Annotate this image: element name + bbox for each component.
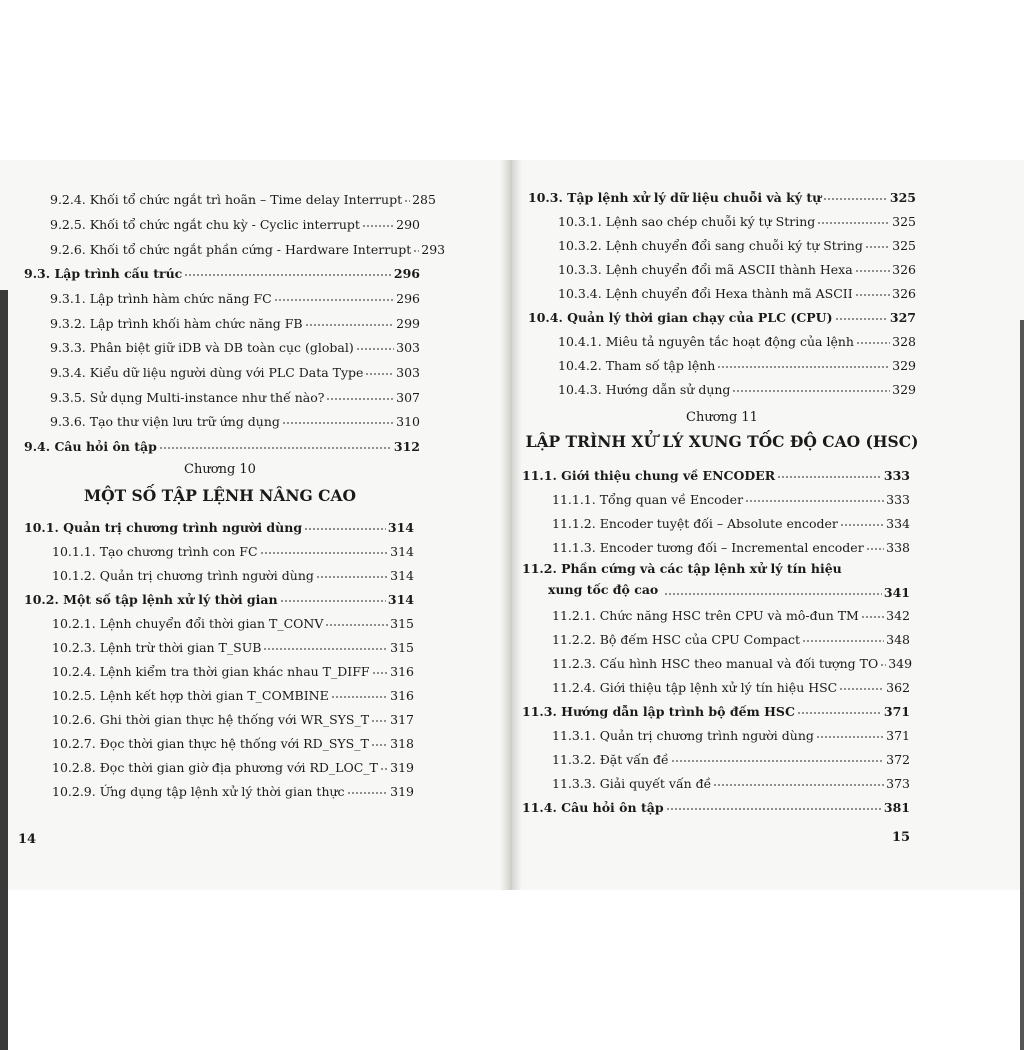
dot-leader: [777, 465, 882, 479]
toc-entry-label: 10.2. Một số tập lệnh xử lý thời gian: [24, 592, 278, 607]
toc-entry: [52, 710, 414, 732]
toc-entry-page: 318: [390, 736, 414, 751]
toc-entry: [24, 518, 414, 540]
dot-leader: [362, 214, 394, 228]
toc-entry-page: 325: [889, 190, 916, 205]
toc-entry-label: 10.3.1. Lệnh sao chép chuỗi ký tự String: [558, 214, 816, 229]
toc-entry: [552, 678, 910, 700]
toc-entry-page: 338: [886, 540, 910, 555]
toc-entry-label: 10.2.1. Lệnh chuyển đổi thời gian T_CONV: [52, 616, 324, 631]
toc-entry-page: 319: [390, 760, 414, 775]
book-gutter: [500, 160, 522, 890]
dot-leader: [274, 288, 394, 302]
toc-entry-page: 303: [396, 340, 420, 355]
dot-leader: [413, 239, 419, 253]
toc-entry-label: 9.3.6. Tạo thư viện lưu trữ ứng dụng: [50, 414, 280, 429]
dot-leader: [861, 605, 884, 619]
dot-leader: [282, 411, 394, 425]
dot-leader: [840, 513, 884, 527]
toc-entry-page: 362: [886, 680, 910, 695]
dot-leader: [866, 537, 884, 551]
toc-entry-label: 11.3.2. Đặt vấn đề: [552, 752, 669, 767]
page-edge-shadow-right: [1020, 320, 1024, 1050]
chapter-title: MỘT SỐ TẬP LỆNH NÂNG CAO: [83, 486, 357, 505]
toc-entry-label: 9.3.2. Lập trình khối hàm chức năng FB: [50, 316, 303, 331]
toc-entry: [552, 514, 910, 536]
toc-entry-label: 9.2.6. Khối tổ chức ngắt phần cứng - Hardware Interrupt: [50, 242, 412, 257]
dot-leader: [666, 797, 882, 811]
toc-entry: [558, 332, 916, 354]
toc-entry-label: 11.1.1. Tổng quan về Encoder: [552, 492, 744, 507]
dot-leader: [305, 313, 395, 327]
dot-leader: [745, 489, 884, 503]
dot-leader: [326, 387, 394, 401]
dot-leader: [159, 436, 392, 450]
toc-entry-label: 10.4. Quản lý thời gian chạy của PLC (CPU): [528, 310, 833, 325]
toc-entry-page: 333: [886, 492, 910, 507]
toc-entry: [552, 606, 910, 628]
toc-entry-page: 381: [883, 800, 910, 815]
toc-entry-page: 334: [886, 516, 910, 531]
toc-entry-label: 11.2.1. Chức năng HSC trên CPU và mô-đun TM: [552, 608, 859, 623]
toc-entry: [558, 356, 916, 378]
toc-entry: [52, 542, 414, 564]
toc-entry: [50, 363, 420, 385]
page-number: 14: [18, 832, 37, 847]
toc-entry: [52, 638, 414, 660]
toc-entry: [552, 630, 910, 652]
toc-entry-page: 314: [390, 544, 414, 559]
toc-entry-label: 11.1. Giới thiệu chung về ENCODER: [522, 468, 776, 483]
dot-leader: [839, 677, 884, 691]
toc-entry-page: 315: [390, 640, 414, 655]
toc-entry-page: 290: [396, 217, 420, 232]
dot-leader: [371, 733, 388, 747]
page-edge-shadow: [0, 290, 8, 1050]
toc-entry-page: 315: [390, 616, 414, 631]
toc-entry: [50, 190, 436, 212]
toc-entry: [52, 662, 414, 684]
toc-entry: [50, 338, 420, 360]
toc-entry: [552, 490, 910, 512]
chapter-title: LẬP TRÌNH XỬ LÝ XUNG TỐC ĐỘ CAO (HSC): [525, 432, 919, 451]
dot-leader: [713, 773, 884, 787]
toc-entry: [50, 215, 420, 237]
toc-entry-label: 10.2.7. Đọc thời gian thực hệ thống với RD_SYS_T: [52, 736, 369, 751]
dot-leader: [856, 331, 890, 345]
dot-leader: [855, 283, 890, 297]
dot-leader: [404, 189, 410, 203]
toc-entry-label: 10.1. Quản trị chương trình người dùng: [24, 520, 303, 535]
dot-leader: [816, 725, 884, 739]
toc-entry-label: 9.3. Lập trình cấu trúc: [24, 266, 183, 281]
toc-entry-label: 10.3. Tập lệnh xử lý dữ liệu chuỗi và ký tự: [528, 190, 822, 205]
dot-leader: [356, 337, 394, 351]
toc-entry: [24, 437, 420, 459]
dot-leader: [664, 582, 882, 596]
dot-leader: [316, 565, 388, 579]
toc-entry-label: 11.1.3. Encoder tương đối – Incremental encoder: [552, 540, 864, 555]
toc-entry-label: 10.2.9. Ứng dụng tập lệnh xử lý thời gian thực: [52, 784, 345, 799]
toc-entry: [552, 750, 910, 772]
toc-entry-page: 342: [886, 608, 910, 623]
toc-entry: [558, 236, 916, 258]
toc-entry-label: 11.4. Câu hỏi ôn tập: [522, 800, 664, 815]
dot-leader: [280, 589, 386, 603]
toc-entry-page: 293: [421, 242, 446, 257]
toc-entry: [50, 240, 446, 262]
toc-entry-label: 10.2.6. Ghi thời gian thực hệ thống với WR_SYS_T: [52, 712, 370, 727]
toc-entry-page: 329: [892, 358, 916, 373]
toc-entry-label: 10.3.2. Lệnh chuyển đổi sang chuỗi ký tự String: [558, 238, 863, 253]
dot-leader: [732, 379, 890, 393]
toc-entry-page: 303: [396, 365, 420, 380]
dot-leader: [802, 629, 884, 643]
toc-entry-label: 9.3.1. Lập trình hàm chức năng FC: [50, 291, 272, 306]
dot-leader: [365, 362, 394, 376]
toc-entry-label: 9.3.4. Kiểu dữ liệu người dùng với PLC Data Type: [50, 365, 364, 380]
toc-entry: [522, 561, 910, 583]
toc-entry-page: 326: [892, 262, 916, 277]
dot-leader: [263, 637, 388, 651]
toc-entry-label: 11.3. Hướng dẫn lập trình bộ đếm HSC: [522, 704, 795, 719]
toc-entry-page: 371: [886, 728, 910, 743]
toc-entry: [522, 466, 910, 488]
dot-leader: [835, 307, 888, 321]
toc-entry-page: 314: [387, 592, 414, 607]
toc-entry: [24, 590, 414, 612]
toc-entry-label: 10.4.1. Miêu tả nguyên tắc hoạt động của lệnh: [558, 334, 854, 349]
toc-entry-label: 10.4.3. Hướng dẫn sử dụng: [558, 382, 731, 397]
book-spread: [0, 160, 1024, 890]
dot-leader: [671, 749, 884, 763]
toc-entry: [558, 284, 916, 306]
toc-entry-page: 316: [390, 664, 414, 679]
toc-entry-page: 307: [396, 390, 420, 405]
toc-entry: [52, 734, 414, 756]
dot-leader: [372, 661, 389, 675]
toc-entry-page: 329: [892, 382, 916, 397]
dot-leader: [304, 517, 386, 531]
dot-leader: [184, 263, 392, 277]
toc-entry-page: 312: [393, 439, 420, 454]
toc-entry: [558, 260, 916, 282]
toc-entry: [522, 798, 910, 820]
toc-entry-label: 10.2.3. Lệnh trừ thời gian T_SUB: [52, 640, 262, 655]
dot-leader: [717, 355, 890, 369]
toc-entry-label: 9.3.5. Sử dụng Multi-instance như thế nào?: [50, 390, 325, 405]
toc-entry: [24, 264, 420, 286]
toc-entry: [528, 308, 916, 330]
toc-entry: [52, 566, 414, 588]
toc-entry: [522, 702, 910, 724]
dot-leader: [797, 701, 882, 715]
toc-entry-page: 299: [396, 316, 420, 331]
toc-entry: [552, 726, 910, 748]
dot-leader: [260, 541, 389, 555]
toc-entry: [558, 212, 916, 234]
toc-entry: [52, 782, 414, 804]
toc-entry: [528, 188, 916, 210]
dot-leader: [855, 259, 890, 273]
toc-entry: [50, 289, 420, 311]
toc-entry-label: 11.3.3. Giải quyết vấn đề: [552, 776, 712, 791]
toc-entry-page: 348: [886, 632, 910, 647]
toc-entry-label: 10.2.4. Lệnh kiểm tra thời gian khác nhau T_DIFF: [52, 664, 370, 679]
dot-leader: [865, 235, 890, 249]
toc-entry-label: 11.2.2. Bộ đếm HSC của CPU Compact: [552, 632, 801, 647]
toc-entry-label: 10.3.4. Lệnh chuyển đổi Hexa thành mã ASCII: [558, 286, 853, 301]
toc-entry-label: 10.3.3. Lệnh chuyển đổi mã ASCII thành Hexa: [558, 262, 853, 277]
toc-entry: [662, 583, 910, 605]
toc-entry-page: 372: [886, 752, 910, 767]
toc-entry-label: 10.4.2. Tham số tập lệnh: [558, 358, 716, 373]
toc-entry: [52, 758, 414, 780]
dot-leader: [817, 211, 890, 225]
toc-entry-page: 314: [387, 520, 414, 535]
dot-leader: [331, 685, 388, 699]
toc-entry-label: 11.2.3. Cấu hình HSC theo manual và đối tượng TO: [552, 656, 879, 671]
toc-entry: [50, 388, 420, 410]
toc-entry-page: 317: [390, 712, 414, 727]
chapter-label: Chương 10: [184, 462, 256, 477]
dot-leader: [880, 653, 886, 667]
toc-entry: [552, 538, 910, 560]
toc-entry-page: 319: [390, 784, 414, 799]
toc-entry-label: 11.1.2. Encoder tuyệt đối – Absolute encoder: [552, 516, 838, 531]
toc-entry-label: 10.2.8. Đọc thời gian giờ địa phương với RD_LOC_T: [52, 760, 378, 775]
toc-entry-label: 11.2. Phần cứng và các tập lệnh xử lý tín hiệu: [522, 561, 842, 576]
toc-entry: [552, 654, 913, 676]
toc-entry-label: 10.2.5. Lệnh kết hợp thời gian T_COMBINE: [52, 688, 329, 703]
toc-entry-label: 11.2.4. Giới thiệu tập lệnh xử lý tín hiệu HSC: [552, 680, 838, 695]
toc-entry-label: 9.2.4. Khối tổ chức ngắt trì hoãn – Time delay Interrupt: [50, 192, 403, 207]
toc-entry: [50, 314, 420, 336]
toc-entry-page: 327: [889, 310, 916, 325]
dot-leader: [823, 187, 888, 201]
toc-entry-page: 326: [892, 286, 916, 301]
toc-entry-page: 325: [892, 238, 916, 253]
page-number: 15: [892, 830, 911, 845]
toc-entry-page: 373: [886, 776, 910, 791]
dot-leader: [347, 781, 389, 795]
toc-entry-page: 328: [892, 334, 916, 349]
toc-entry: [52, 686, 414, 708]
toc-entry-page: 325: [892, 214, 916, 229]
toc-entry-label: 9.2.5. Khối tổ chức ngắt chu kỳ - Cyclic interrupt: [50, 217, 360, 232]
toc-entry: [552, 774, 910, 796]
toc-entry-page: 285: [412, 192, 436, 207]
toc-entry-label: 9.4. Câu hỏi ôn tập: [24, 439, 157, 454]
toc-entry-page: 310: [396, 414, 420, 429]
dot-leader: [371, 709, 388, 723]
toc-entry-page: 349: [888, 656, 913, 671]
toc-entry-label: 9.3.3. Phân biệt giữ iDB và DB toàn cục (global): [50, 340, 354, 355]
dot-leader: [380, 757, 388, 771]
toc-entry-page: 371: [883, 704, 910, 719]
toc-entry-page: 296: [393, 266, 420, 281]
toc-entry: [558, 380, 916, 402]
toc-entry-label: 10.1.2. Quản trị chương trình người dùng: [52, 568, 314, 583]
toc-entry-page: 341: [883, 585, 910, 600]
toc-entry-page: 316: [390, 688, 414, 703]
toc-entry: [50, 412, 420, 434]
toc-entry-page: 314: [390, 568, 414, 583]
toc-entry-continuation: xung tốc độ cao: [548, 582, 659, 597]
chapter-label: Chương 11: [686, 410, 758, 425]
toc-entry-page: 333: [883, 468, 910, 483]
toc-entry-label: 10.1.1. Tạo chương trình con FC: [52, 544, 258, 559]
toc-entry: [52, 614, 414, 636]
dot-leader: [325, 613, 388, 627]
toc-entry-label: 11.3.1. Quản trị chương trình người dùng: [552, 728, 814, 743]
toc-entry-page: 296: [396, 291, 420, 306]
